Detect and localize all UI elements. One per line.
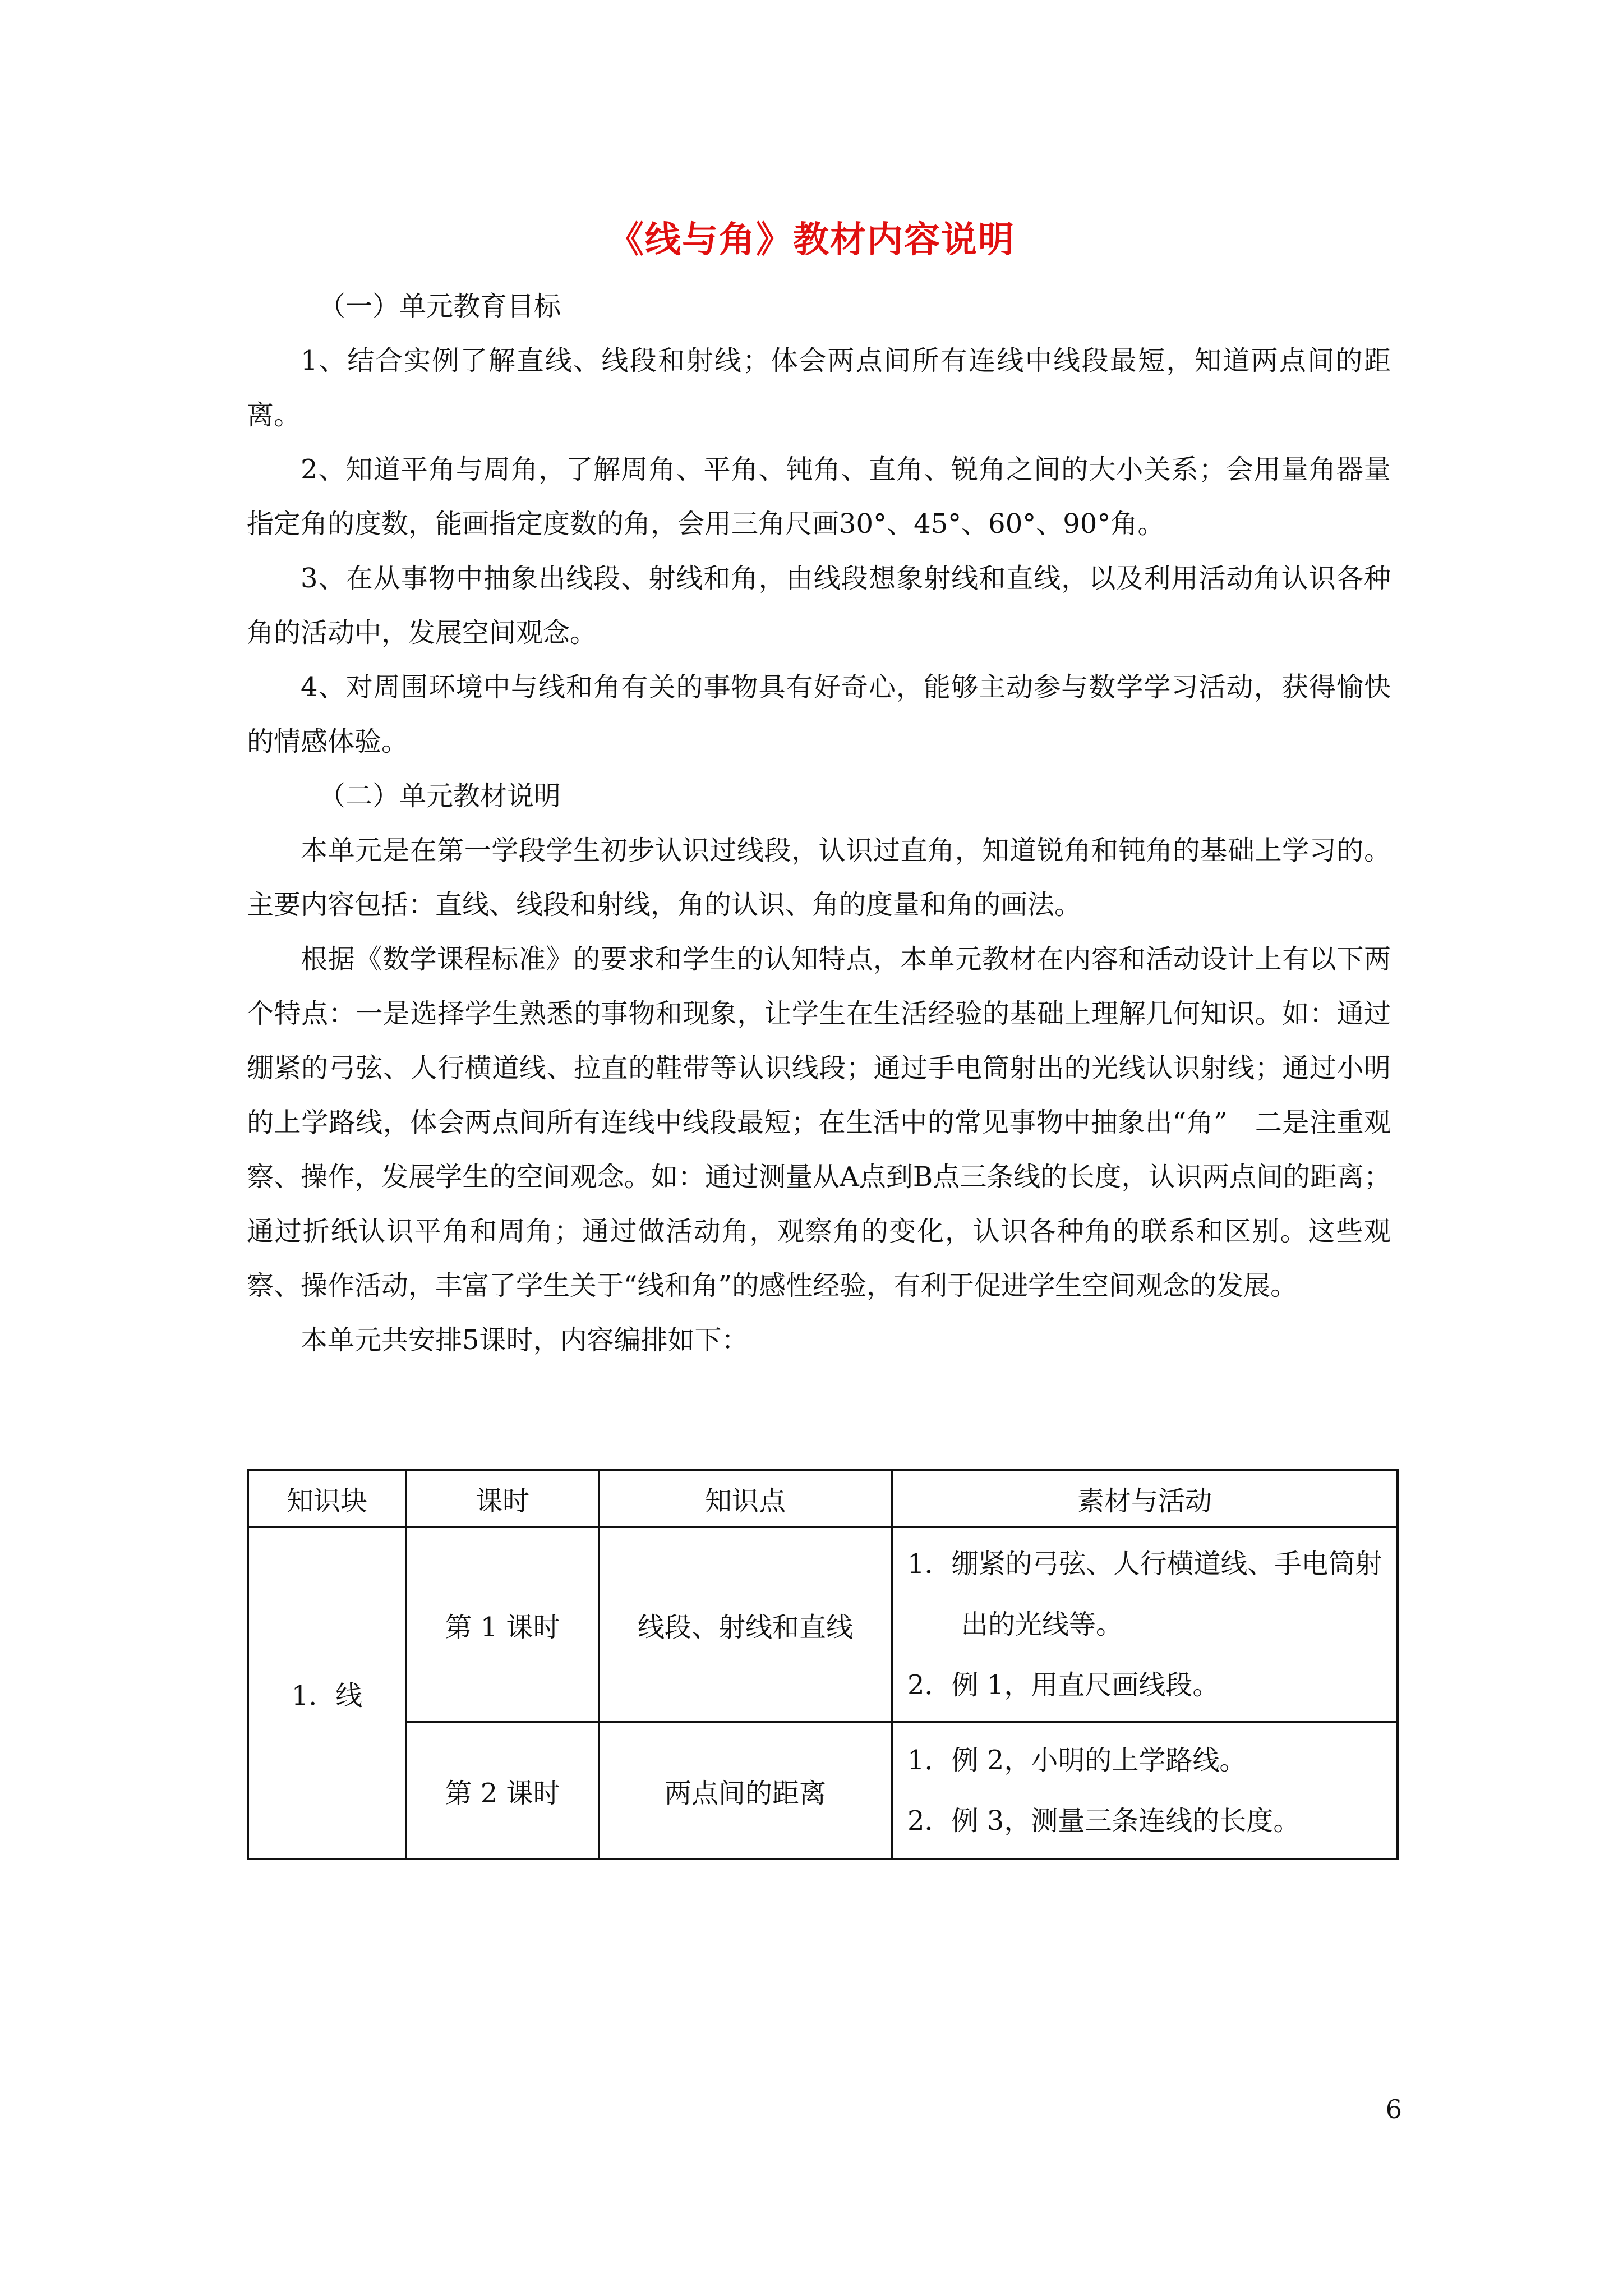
material-item: 2．例 1，用直尺画线段。 — [907, 1669, 1220, 1701]
materials-paragraph-2: 根据《数学课程标准》的要求和学生的认知特点，本单元教材在内容和活动设计上有以下两个特点：一是选择学生熟悉的事物和现象，让学生在生活经验的基础上理解几何知识。如：通过绷紧的弓弦、人行横道线、拉直的鞋带等认识线段；通过手电筒射出的光线认识射线；通过小明的上学路线，体会两点间所有连线中线段最短；在生活中的常见事物中抽象出“角” 二是注重观察、操作，发展学生的空间观念。如：通过测量从A点到B点三条线的长度，认识两点间的距离；通过折纸认识平角和周角；通过做活动角，观察角的变化，认识各种角的联系和区别。这些观察、操作活动，丰富了学生关于“线和角”的感性经验，有利于促进学生空间观念的发展。 — [247, 944, 1391, 1301]
header-knowledge-block: 知识块 — [248, 1470, 406, 1527]
header-knowledge-point: 知识点 — [599, 1470, 892, 1527]
goal-paragraph-4: 4、对周围环境中与线和角有关的事物具有好奇心，能够主动参与数学学习活动，获得愉快的情感体验。 — [247, 671, 1391, 757]
section-heading-goals: （一）单元教育目标 — [319, 291, 561, 322]
knowledge-point-cell: 两点间的距离 — [599, 1722, 892, 1859]
material-item: 2．例 3，测量三条连线的长度。 — [907, 1805, 1301, 1837]
material-item: 1．绷紧的弓弦、人行横道线、手电筒射出的光线等。 — [907, 1548, 1382, 1640]
goal-paragraph-2: 2、知道平角与周角，了解周角、平角、钝角、直角、锐角之间的大小关系；会用量角器量指定角的度数，能画指定度数的角，会用三角尺画30°、45°、60°、90°角。 — [247, 454, 1391, 540]
goal-paragraph-1: 1、结合实例了解直线、线段和射线；体会两点间所有连线中线段最短，知道两点间的距离。 — [247, 345, 1391, 431]
section-heading-materials: （二）单元教材说明 — [319, 780, 561, 812]
header-materials-activities: 素材与活动 — [892, 1470, 1398, 1527]
materials-paragraph-3: 本单元共安排5课时，内容编排如下： — [301, 1324, 749, 1356]
lesson-cell: 第 2 课时 — [406, 1722, 599, 1859]
materials-paragraph-1: 本单元是在第一学段学生初步认识过线段，认识过直角，知道锐角和钝角的基础上学习的。主要内容包括：直线、线段和射线，角的认识、角的度量和角的画法。 — [247, 835, 1391, 921]
table-row — [248, 1722, 1398, 1859]
table-row — [248, 1527, 1398, 1722]
document-body — [247, 279, 1391, 1368]
materials-cell — [892, 1722, 1398, 1859]
lesson-table — [247, 1469, 1399, 1860]
knowledge-point-cell: 线段、射线和直线 — [599, 1527, 892, 1722]
page-number: 6 — [1385, 2094, 1402, 2124]
knowledge-block-cell: 1．线 — [248, 1527, 406, 1859]
table-header-row — [248, 1470, 1398, 1527]
materials-cell — [892, 1527, 1398, 1722]
lesson-cell: 第 1 课时 — [406, 1527, 599, 1722]
goal-paragraph-3: 3、在从事物中抽象出线段、射线和角，由线段想象射线和直线，以及利用活动角认识各种角的活动中，发展空间观念。 — [247, 563, 1391, 648]
material-item: 1．例 2，小明的上学路线。 — [907, 1745, 1247, 1776]
document-title: 《线与角》教材内容说明 — [608, 219, 1015, 261]
header-lesson: 课时 — [406, 1470, 599, 1527]
